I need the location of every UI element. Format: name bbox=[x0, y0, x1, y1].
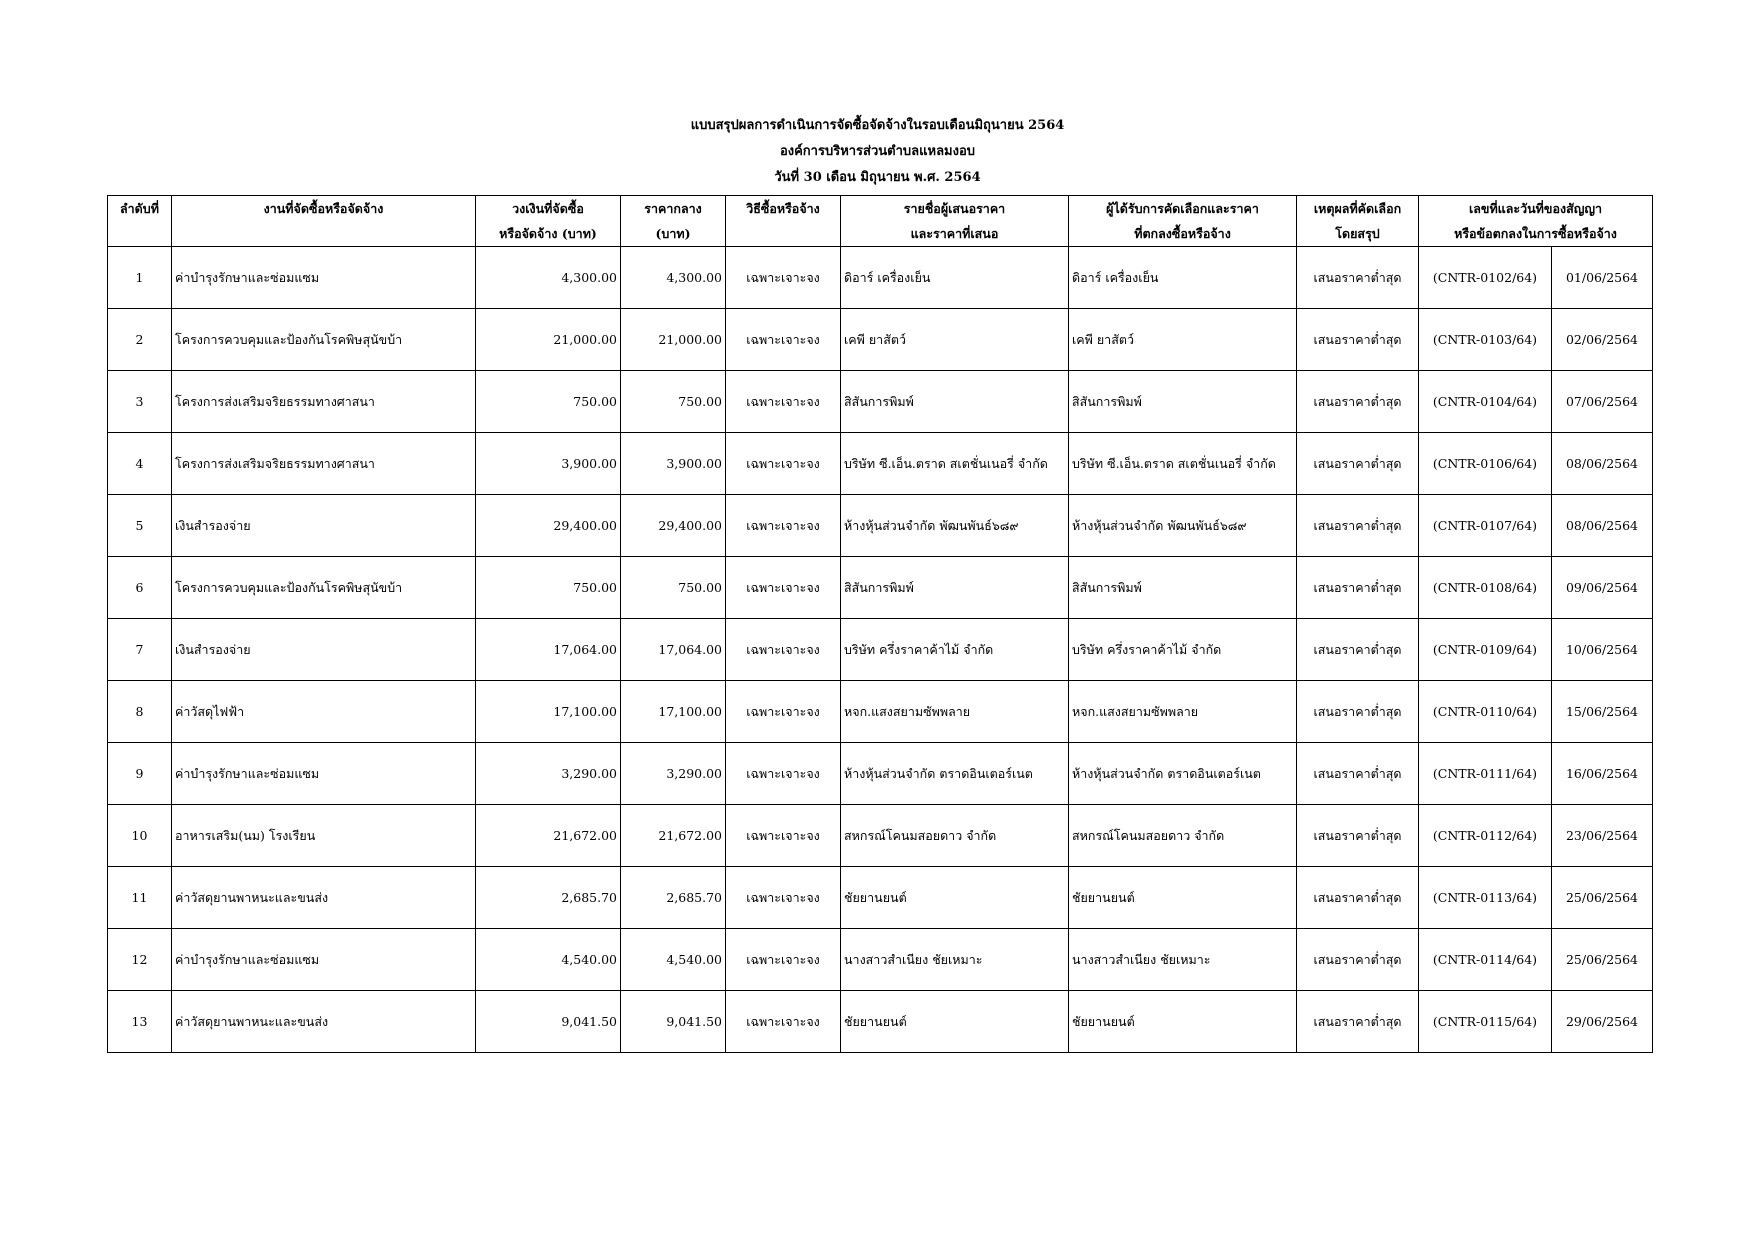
contract-number: (CNTR-0111/64) bbox=[1419, 743, 1552, 805]
organization-name: องค์การบริหารส่วนตำบลแหลมงอบ bbox=[779, 144, 976, 159]
median-price: 17,100.00 bbox=[621, 681, 726, 743]
median-price: 750.00 bbox=[621, 557, 726, 619]
row-number: 9 bbox=[108, 743, 172, 805]
bidder-name: สิสันการพิมพ์ bbox=[841, 371, 1069, 433]
median-price: 4,540.00 bbox=[621, 929, 726, 991]
row-number: 6 bbox=[108, 557, 172, 619]
procurement-method: เฉพาะเจาะจง bbox=[726, 805, 841, 867]
table-row bbox=[108, 805, 1653, 867]
table-row bbox=[108, 495, 1653, 557]
work-item: โครงการควบคุมและป้องกันโรคพิษสุนัขบ้า bbox=[172, 557, 476, 619]
budget-amount: 4,300.00 bbox=[476, 247, 621, 309]
selected-vendor: บริษัท ซี.เอ็น.ตราด สเตชั่นเนอรี่ จำกัด bbox=[1069, 433, 1297, 495]
contract-date: 16/06/2564 bbox=[1552, 743, 1653, 805]
header-budget: วงเงินที่จัดซื้อ bbox=[476, 196, 621, 222]
table-row bbox=[108, 371, 1653, 433]
bidder-name: บริษัท ครึ่งราคาค้าไม้ จำกัด bbox=[841, 619, 1069, 681]
procurement-method: เฉพาะเจาะจง bbox=[726, 743, 841, 805]
contract-date: 09/06/2564 bbox=[1552, 557, 1653, 619]
report-date: วันที่ 30 เดือน มิถุนายน พ.ศ. 2564 bbox=[774, 170, 981, 185]
bidder-name: ห้างหุ้นส่วนจำกัด พัฒนพันธ์๖๘๙ bbox=[841, 495, 1069, 557]
selection-reason: เสนอราคาต่ำสุด bbox=[1297, 247, 1419, 309]
bidder-name: บริษัท ซี.เอ็น.ตราด สเตชั่นเนอรี่ จำกัด bbox=[841, 433, 1069, 495]
median-price: 17,064.00 bbox=[621, 619, 726, 681]
row-number: 1 bbox=[108, 247, 172, 309]
table-row bbox=[108, 309, 1653, 371]
median-price: 29,400.00 bbox=[621, 495, 726, 557]
contract-number: (CNTR-0103/64) bbox=[1419, 309, 1552, 371]
header-median-unit: (บาท) bbox=[621, 221, 726, 247]
contract-number: (CNTR-0102/64) bbox=[1419, 247, 1552, 309]
contract-date: 02/06/2564 bbox=[1552, 309, 1653, 371]
selected-vendor: ห้างหุ้นส่วนจำกัด พัฒนพันธ์๖๘๙ bbox=[1069, 495, 1297, 557]
median-price: 21,000.00 bbox=[621, 309, 726, 371]
bidder-name: เคพี ยาสัตว์ bbox=[841, 309, 1069, 371]
bidder-name: หจก.แสงสยามซัพพลาย bbox=[841, 681, 1069, 743]
budget-amount: 21,672.00 bbox=[476, 805, 621, 867]
contract-date: 10/06/2564 bbox=[1552, 619, 1653, 681]
contract-date: 01/06/2564 bbox=[1552, 247, 1653, 309]
selected-vendor: บริษัท ครึ่งราคาค้าไม้ จำกัด bbox=[1069, 619, 1297, 681]
selection-reason: เสนอราคาต่ำสุด bbox=[1297, 433, 1419, 495]
median-price: 9,041.50 bbox=[621, 991, 726, 1053]
work-item: ค่าวัสดุยานพาหนะและขนส่ง bbox=[172, 991, 476, 1053]
contract-number: (CNTR-0114/64) bbox=[1419, 929, 1552, 991]
work-item: อาหารเสริม(นม) โรงเรียน bbox=[172, 805, 476, 867]
budget-amount: 21,000.00 bbox=[476, 309, 621, 371]
header-selected-price: ที่ตกลงซื้อหรือจ้าง bbox=[1069, 221, 1297, 247]
header-bidders: รายชื่อผู้เสนอราคา bbox=[841, 196, 1069, 222]
median-price: 4,300.00 bbox=[621, 247, 726, 309]
bidder-name: ชัยยานยนต์ bbox=[841, 867, 1069, 929]
procurement-table bbox=[107, 195, 1653, 1053]
budget-amount: 750.00 bbox=[476, 371, 621, 433]
header-no-cont bbox=[108, 221, 172, 247]
contract-number: (CNTR-0113/64) bbox=[1419, 867, 1552, 929]
work-item: ค่าบำรุงรักษาและซ่อมแซม bbox=[172, 743, 476, 805]
budget-amount: 3,900.00 bbox=[476, 433, 621, 495]
work-item: เงินสำรองจ่าย bbox=[172, 495, 476, 557]
budget-amount: 29,400.00 bbox=[476, 495, 621, 557]
report-header bbox=[0, 113, 1755, 191]
bidder-name: ชัยยานยนต์ bbox=[841, 991, 1069, 1053]
header-budget-unit: หรือจัดจ้าง (บาท) bbox=[476, 221, 621, 247]
work-item: โครงการส่งเสริมจริยธรรมทางศาสนา bbox=[172, 433, 476, 495]
procurement-method: เฉพาะเจาะจง bbox=[726, 681, 841, 743]
bidder-name: ดิอาร์ เครื่องเย็น bbox=[841, 247, 1069, 309]
selected-vendor: ชัยยานยนต์ bbox=[1069, 991, 1297, 1053]
budget-amount: 3,290.00 bbox=[476, 743, 621, 805]
selected-vendor: ห้างหุ้นส่วนจำกัด ตราดอินเตอร์เนต bbox=[1069, 743, 1297, 805]
row-number: 7 bbox=[108, 619, 172, 681]
selection-reason: เสนอราคาต่ำสุด bbox=[1297, 991, 1419, 1053]
selected-vendor: สิสันการพิมพ์ bbox=[1069, 557, 1297, 619]
work-item: โครงการส่งเสริมจริยธรรมทางศาสนา bbox=[172, 371, 476, 433]
median-price: 2,685.70 bbox=[621, 867, 726, 929]
table-row bbox=[108, 991, 1653, 1053]
row-number: 12 bbox=[108, 929, 172, 991]
selection-reason: เสนอราคาต่ำสุด bbox=[1297, 495, 1419, 557]
header-reason-summary: โดยสรุป bbox=[1297, 221, 1419, 247]
procurement-method: เฉพาะเจาะจง bbox=[726, 247, 841, 309]
contract-date: 08/06/2564 bbox=[1552, 433, 1653, 495]
selection-reason: เสนอราคาต่ำสุด bbox=[1297, 371, 1419, 433]
procurement-method: เฉพาะเจาะจง bbox=[726, 309, 841, 371]
procurement-method: เฉพาะเจาะจง bbox=[726, 991, 841, 1053]
budget-amount: 2,685.70 bbox=[476, 867, 621, 929]
budget-amount: 17,100.00 bbox=[476, 681, 621, 743]
selection-reason: เสนอราคาต่ำสุด bbox=[1297, 867, 1419, 929]
budget-amount: 4,540.00 bbox=[476, 929, 621, 991]
row-number: 3 bbox=[108, 371, 172, 433]
contract-number: (CNTR-0112/64) bbox=[1419, 805, 1552, 867]
median-price: 3,290.00 bbox=[621, 743, 726, 805]
procurement-method: เฉพาะเจาะจง bbox=[726, 929, 841, 991]
procurement-method: เฉพาะเจาะจง bbox=[726, 557, 841, 619]
work-item: ค่าวัสดุไฟฟ้า bbox=[172, 681, 476, 743]
median-price: 3,900.00 bbox=[621, 433, 726, 495]
contract-date: 29/06/2564 bbox=[1552, 991, 1653, 1053]
table-row bbox=[108, 247, 1653, 309]
contract-date: 07/06/2564 bbox=[1552, 371, 1653, 433]
header-bidders-price: และราคาที่เสนอ bbox=[841, 221, 1069, 247]
table-row bbox=[108, 743, 1653, 805]
work-item: โครงการควบคุมและป้องกันโรคพิษสุนัขบ้า bbox=[172, 309, 476, 371]
header-method: วิธีซื้อหรือจ้าง bbox=[726, 196, 841, 222]
selection-reason: เสนอราคาต่ำสุด bbox=[1297, 929, 1419, 991]
selected-vendor: หจก.แสงสยามซัพพลาย bbox=[1069, 681, 1297, 743]
contract-date: 08/06/2564 bbox=[1552, 495, 1653, 557]
selected-vendor: ชัยยานยนต์ bbox=[1069, 867, 1297, 929]
report-title: แบบสรุปผลการดำเนินการจัดซื้อจัดจ้างในรอบเดือนมิถุนายน 2564 bbox=[690, 118, 1065, 133]
selected-vendor: ดิอาร์ เครื่องเย็น bbox=[1069, 247, 1297, 309]
bidder-name: สิสันการพิมพ์ bbox=[841, 557, 1069, 619]
budget-amount: 9,041.50 bbox=[476, 991, 621, 1053]
table-row bbox=[108, 557, 1653, 619]
work-item: ค่าบำรุงรักษาและซ่อมแซม bbox=[172, 929, 476, 991]
header-reason: เหตุผลที่คัดเลือก bbox=[1297, 196, 1419, 222]
contract-number: (CNTR-0115/64) bbox=[1419, 991, 1552, 1053]
contract-date: 15/06/2564 bbox=[1552, 681, 1653, 743]
procurement-method: เฉพาะเจาะจง bbox=[726, 433, 841, 495]
selection-reason: เสนอราคาต่ำสุด bbox=[1297, 309, 1419, 371]
header-method-cont bbox=[726, 221, 841, 247]
row-number: 13 bbox=[108, 991, 172, 1053]
contract-number: (CNTR-0109/64) bbox=[1419, 619, 1552, 681]
row-number: 11 bbox=[108, 867, 172, 929]
header-selected: ผู้ได้รับการคัดเลือกและราคา bbox=[1069, 196, 1297, 222]
header-contract-agreement: หรือข้อตกลงในการซื้อหรือจ้าง bbox=[1419, 221, 1653, 247]
header-no: ลำดับที่ bbox=[108, 196, 172, 222]
contract-number: (CNTR-0104/64) bbox=[1419, 371, 1552, 433]
bidder-name: นางสาวสำเนียง ชัยเหมาะ bbox=[841, 929, 1069, 991]
selected-vendor: นางสาวสำเนียง ชัยเหมาะ bbox=[1069, 929, 1297, 991]
work-item: เงินสำรองจ่าย bbox=[172, 619, 476, 681]
work-item: ค่าบำรุงรักษาและซ่อมแซม bbox=[172, 247, 476, 309]
contract-number: (CNTR-0106/64) bbox=[1419, 433, 1552, 495]
selected-vendor: สิสันการพิมพ์ bbox=[1069, 371, 1297, 433]
selection-reason: เสนอราคาต่ำสุด bbox=[1297, 805, 1419, 867]
bidder-name: สหกรณ์โคนมสอยดาว จำกัด bbox=[841, 805, 1069, 867]
contract-date: 23/06/2564 bbox=[1552, 805, 1653, 867]
row-number: 10 bbox=[108, 805, 172, 867]
row-number: 5 bbox=[108, 495, 172, 557]
procurement-method: เฉพาะเจาะจง bbox=[726, 371, 841, 433]
work-item: ค่าวัสดุยานพาหนะและขนส่ง bbox=[172, 867, 476, 929]
table-row bbox=[108, 619, 1653, 681]
selected-vendor: สหกรณ์โคนมสอยดาว จำกัด bbox=[1069, 805, 1297, 867]
selection-reason: เสนอราคาต่ำสุด bbox=[1297, 619, 1419, 681]
selection-reason: เสนอราคาต่ำสุด bbox=[1297, 681, 1419, 743]
median-price: 21,672.00 bbox=[621, 805, 726, 867]
contract-number: (CNTR-0107/64) bbox=[1419, 495, 1552, 557]
procurement-method: เฉพาะเจาะจง bbox=[726, 867, 841, 929]
selection-reason: เสนอราคาต่ำสุด bbox=[1297, 557, 1419, 619]
selected-vendor: เคพี ยาสัตว์ bbox=[1069, 309, 1297, 371]
row-number: 8 bbox=[108, 681, 172, 743]
budget-amount: 17,064.00 bbox=[476, 619, 621, 681]
table-row bbox=[108, 867, 1653, 929]
header-work: งานที่จัดซื้อหรือจัดจ้าง bbox=[172, 196, 476, 222]
selection-reason: เสนอราคาต่ำสุด bbox=[1297, 743, 1419, 805]
median-price: 750.00 bbox=[621, 371, 726, 433]
row-number: 2 bbox=[108, 309, 172, 371]
table-row bbox=[108, 929, 1653, 991]
header-median-price: ราคากลาง bbox=[621, 196, 726, 222]
header-contract: เลขที่และวันที่ของสัญญา bbox=[1419, 196, 1653, 222]
header-work-cont bbox=[172, 221, 476, 247]
contract-date: 25/06/2564 bbox=[1552, 867, 1653, 929]
budget-amount: 750.00 bbox=[476, 557, 621, 619]
contract-date: 25/06/2564 bbox=[1552, 929, 1653, 991]
contract-number: (CNTR-0110/64) bbox=[1419, 681, 1552, 743]
bidder-name: ห้างหุ้นส่วนจำกัด ตราดอินเตอร์เนต bbox=[841, 743, 1069, 805]
contract-number: (CNTR-0108/64) bbox=[1419, 557, 1552, 619]
procurement-method: เฉพาะเจาะจง bbox=[726, 495, 841, 557]
row-number: 4 bbox=[108, 433, 172, 495]
table-row bbox=[108, 433, 1653, 495]
table-row bbox=[108, 681, 1653, 743]
procurement-method: เฉพาะเจาะจง bbox=[726, 619, 841, 681]
